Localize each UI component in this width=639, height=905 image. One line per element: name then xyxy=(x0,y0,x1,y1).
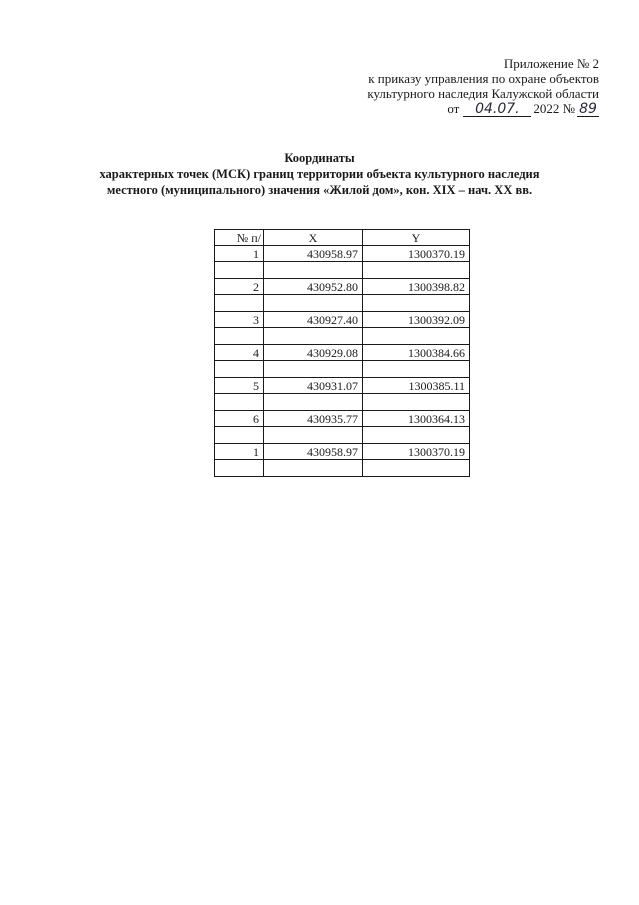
header-x: X xyxy=(264,230,363,246)
table-row-blank xyxy=(215,361,470,378)
table-row-blank xyxy=(215,460,470,477)
heading-title: Координаты xyxy=(284,151,355,165)
table-row-blank xyxy=(215,394,470,411)
cell-x: 430927.40 xyxy=(264,312,363,328)
cell-y: 1300370.19 xyxy=(363,444,470,460)
heading-line-3: местного (муниципального) значения «Жилой дом», кон. XIX – нач. XX вв. xyxy=(106,183,533,197)
cell-blank xyxy=(215,427,264,444)
cell-blank xyxy=(363,262,470,279)
cell-number: 4 xyxy=(215,345,264,361)
cell-x: 430929.08 xyxy=(264,345,363,361)
heading-line-2: характерных точек (МСК) границ территории объекта культурного наследия xyxy=(99,167,540,181)
appendix-title: Приложение № 2 xyxy=(503,56,599,71)
cell-blank xyxy=(363,295,470,312)
table-row xyxy=(215,246,470,262)
cell-blank xyxy=(264,328,363,345)
appendix-date-line xyxy=(367,101,599,117)
table-row-blank xyxy=(215,328,470,345)
appendix-date-prefix: от xyxy=(447,101,460,116)
table-row xyxy=(215,345,470,361)
cell-number: 6 xyxy=(215,411,264,427)
cell-number: 1 xyxy=(215,444,264,460)
appendix-order-ref: к приказу управления по охране объектов xyxy=(368,71,599,86)
cell-blank xyxy=(264,262,363,279)
handwritten-date: 04.07. xyxy=(463,103,531,117)
cell-blank xyxy=(363,328,470,345)
cell-blank xyxy=(215,460,264,477)
header-number: № п/ xyxy=(215,230,264,246)
table-row xyxy=(215,279,470,295)
cell-y: 1300370.19 xyxy=(363,246,470,262)
cell-blank xyxy=(215,328,264,345)
table-row-blank xyxy=(215,295,470,312)
table-row xyxy=(215,411,470,427)
table-row xyxy=(215,312,470,328)
header-y: Y xyxy=(363,230,470,246)
cell-blank xyxy=(264,427,363,444)
cell-blank xyxy=(215,361,264,378)
table-header-row xyxy=(215,230,470,246)
cell-number: 3 xyxy=(215,312,264,328)
document-heading xyxy=(0,150,639,198)
cell-x: 430935.77 xyxy=(264,411,363,427)
table-row-blank xyxy=(215,427,470,444)
cell-blank xyxy=(264,460,363,477)
handwritten-number: 89 xyxy=(577,103,599,117)
cell-number: 1 xyxy=(215,246,264,262)
cell-x: 430931.07 xyxy=(264,378,363,394)
table-row xyxy=(215,444,470,460)
cell-blank xyxy=(215,295,264,312)
appendix-year: 2022 № xyxy=(533,101,575,116)
cell-blank xyxy=(363,427,470,444)
cell-y: 1300398.82 xyxy=(363,279,470,295)
cell-blank xyxy=(215,262,264,279)
table-row xyxy=(215,378,470,394)
cell-blank xyxy=(363,460,470,477)
cell-number: 5 xyxy=(215,378,264,394)
cell-blank xyxy=(363,394,470,411)
cell-x: 430958.97 xyxy=(264,444,363,460)
cell-y: 1300392.09 xyxy=(363,312,470,328)
cell-blank xyxy=(264,394,363,411)
cell-y: 1300385.11 xyxy=(363,378,470,394)
cell-blank xyxy=(215,394,264,411)
table-row-blank xyxy=(215,262,470,279)
cell-blank xyxy=(264,295,363,312)
coordinates-table xyxy=(214,229,470,477)
cell-y: 1300384.66 xyxy=(363,345,470,361)
appendix-block xyxy=(367,56,599,117)
cell-y: 1300364.13 xyxy=(363,411,470,427)
cell-x: 430952.80 xyxy=(264,279,363,295)
appendix-authority: культурного наследия Калужской области xyxy=(367,86,599,101)
cell-number: 2 xyxy=(215,279,264,295)
cell-blank xyxy=(363,361,470,378)
cell-x: 430958.97 xyxy=(264,246,363,262)
cell-blank xyxy=(264,361,363,378)
